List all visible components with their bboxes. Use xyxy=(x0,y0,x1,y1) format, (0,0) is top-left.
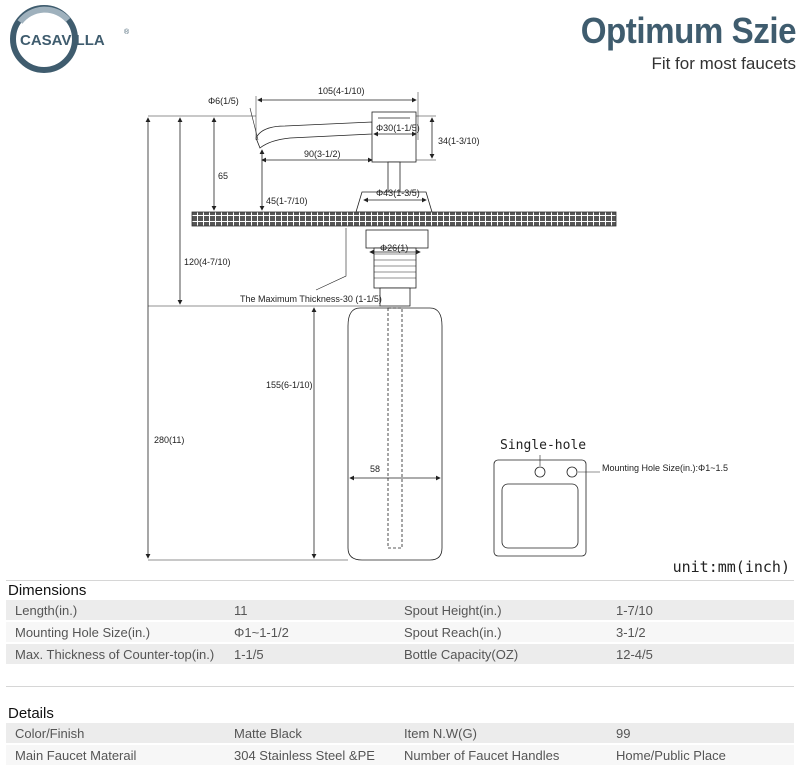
label-spout-reach: 90(3-1/2) xyxy=(304,149,341,159)
spec-label: Main Faucet Materail xyxy=(6,744,225,766)
label-bottle-length: 155(6-1/10) xyxy=(266,380,313,390)
spec-label: Color/Finish xyxy=(6,723,225,744)
dispenser-hole xyxy=(567,467,577,477)
spec-label: Max. Thickness of Counter-top(in.) xyxy=(6,643,225,665)
details-title: Details xyxy=(8,705,54,722)
spec-value: Matte Black xyxy=(225,723,395,744)
section-divider xyxy=(6,580,794,581)
spout xyxy=(256,122,372,148)
label-pump-head: Φ30(1-1/5) xyxy=(376,123,420,133)
spec-label: Spout Height(in.) xyxy=(395,600,607,621)
label-spout-height-mm: 65 xyxy=(218,171,229,181)
spec-label: Number of Faucet Handles xyxy=(395,744,607,766)
table-row xyxy=(6,621,794,643)
trademark-mark: ® xyxy=(124,29,130,36)
label-base: Φ43(1-3/5) xyxy=(376,188,420,198)
label-max-thickness: The Maximum Thickness-30 (1-1/5) xyxy=(240,294,382,304)
countertop xyxy=(192,212,616,226)
label-total-length: 280(11) xyxy=(154,435,185,445)
label-shank: Φ26(1) xyxy=(380,243,409,253)
spec-value: Φ1~1-1/2 xyxy=(225,621,395,643)
page-subtitle: Fit for most faucets xyxy=(651,54,796,73)
details-table xyxy=(6,723,794,767)
spec-value: 1-7/10 xyxy=(607,600,794,621)
table-row xyxy=(6,643,794,665)
spec-value: 12-4/5 xyxy=(607,643,794,665)
spec-value: Home/Public Place xyxy=(607,744,794,766)
spec-value: 99 xyxy=(607,723,794,744)
unit-label: unit:mm(inch) xyxy=(672,558,790,576)
label-single-hole: Single-hole xyxy=(500,438,587,453)
dimensions-title: Dimensions xyxy=(8,582,87,599)
table-row xyxy=(6,600,794,621)
page-title: Optimum Szie xyxy=(580,10,796,51)
spec-value: 1-1/5 xyxy=(225,643,395,665)
dimension-diagram xyxy=(0,80,800,580)
label-mounting-hole: Mounting Hole Size(in.):Φ1~1.5 xyxy=(602,463,728,473)
label-above-counter: 120(4-7/10) xyxy=(184,257,231,267)
spec-label: Mounting Hole Size(in.) xyxy=(6,621,225,643)
spec-label: Bottle Capacity(OZ) xyxy=(395,643,607,665)
soap-bottle xyxy=(348,308,442,560)
spec-label: Item N.W(G) xyxy=(395,723,607,744)
table-row xyxy=(6,744,794,766)
spec-label: Length(in.) xyxy=(6,600,225,621)
spec-value: 3-1/2 xyxy=(607,621,794,643)
spec-value: 11 xyxy=(225,600,395,621)
spec-value: 304 Stainless Steel &PE xyxy=(225,744,395,766)
table-row xyxy=(6,723,794,744)
spec-label: Spout Reach(in.) xyxy=(395,621,607,643)
label-spout-length: 105(4-1/10) xyxy=(318,86,365,96)
label-spout-tip: Φ6(1/5) xyxy=(208,96,239,106)
pump-head xyxy=(372,112,416,162)
section-divider xyxy=(6,686,794,687)
label-head-height: 34(1-3/10) xyxy=(438,136,480,146)
label-bottle-width: 58 xyxy=(370,464,381,474)
casavilla-logo xyxy=(6,2,136,76)
dimensions-table xyxy=(6,600,794,666)
faucet-hole xyxy=(535,467,545,477)
label-spout-height: 45(1-7/10) xyxy=(266,196,308,206)
logo-text: CASAVILLA xyxy=(20,32,105,49)
